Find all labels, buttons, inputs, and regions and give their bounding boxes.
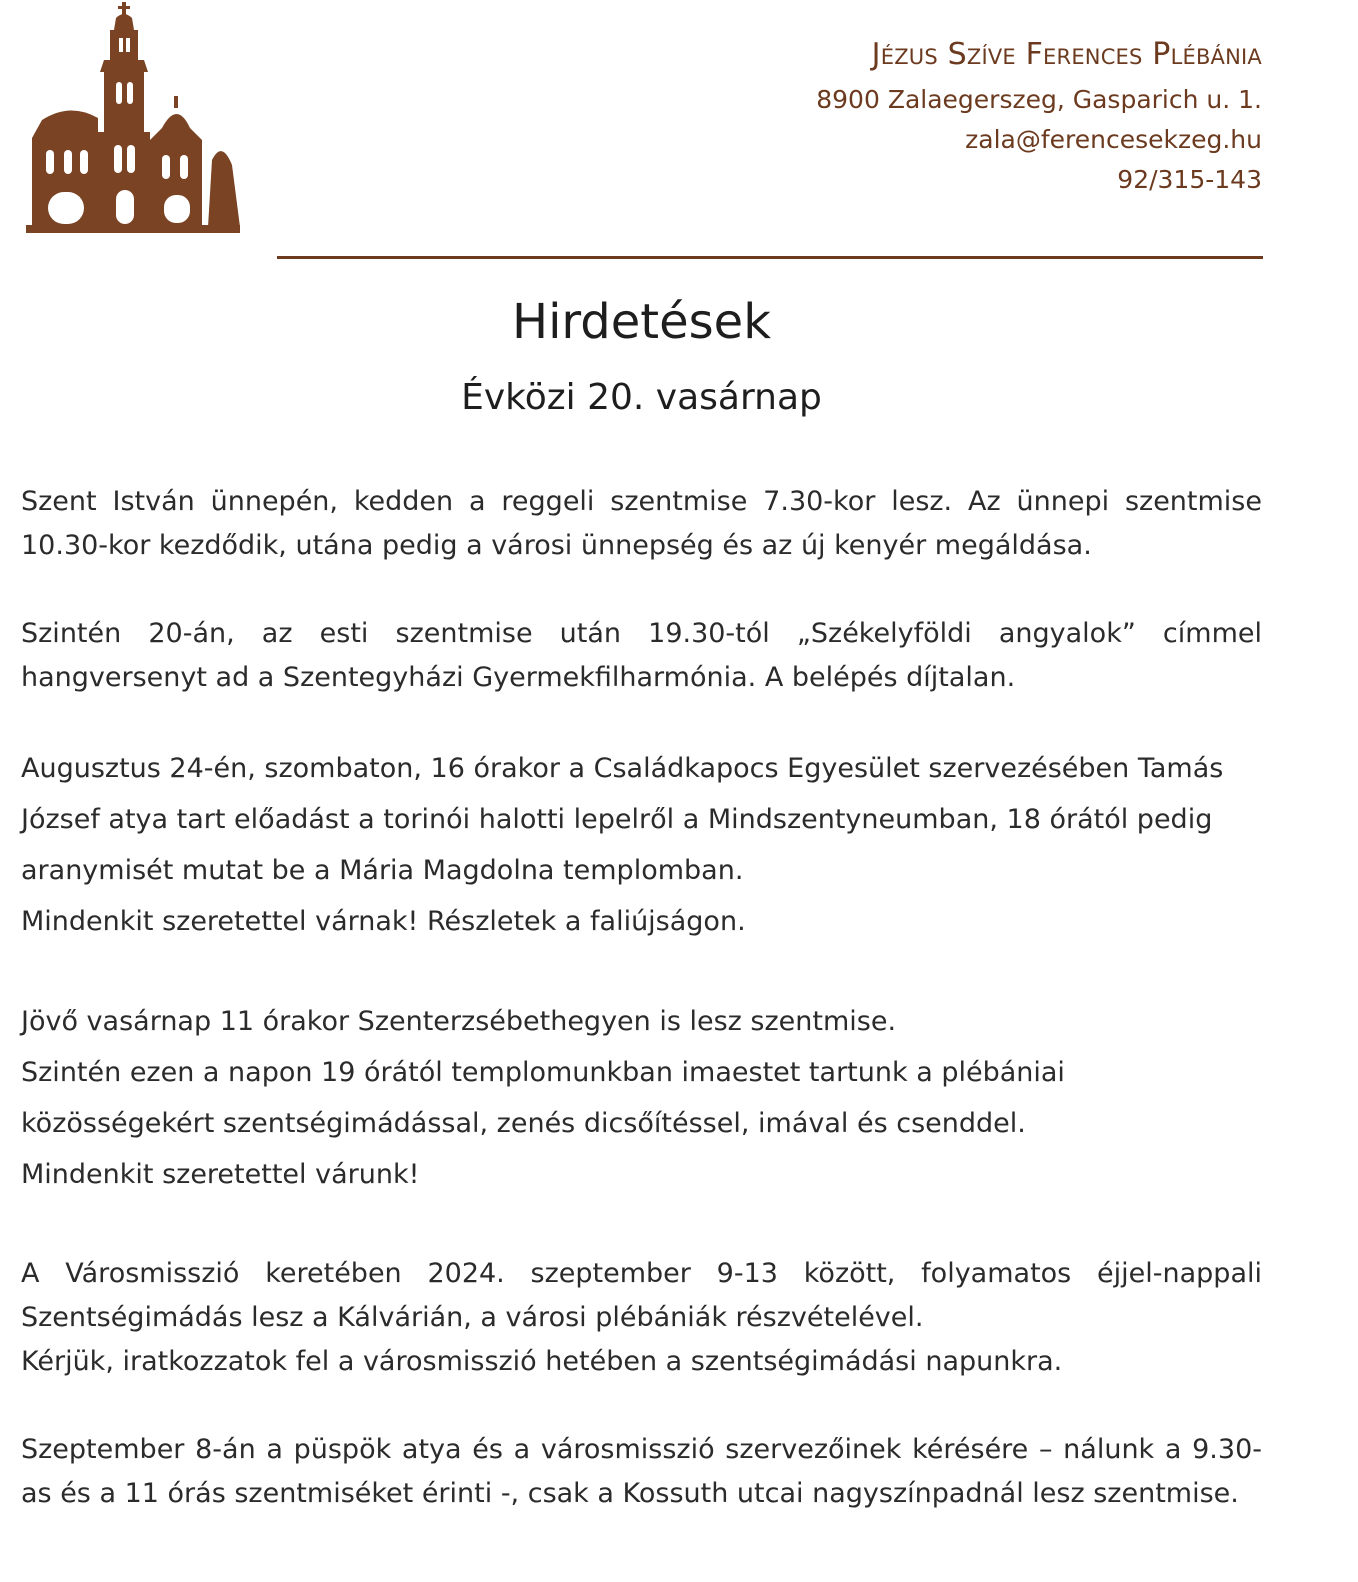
announcement-5 [21, 1252, 1262, 1384]
announcement-line: Jövő vasárnap 11 órakor Szenterzsébethegyen is lesz szentmise. [21, 1006, 897, 1037]
announcement-line: Mindenkit szeretettel várunk! [21, 1159, 420, 1190]
announcement-line: Szintén ezen a napon 19 órától templomunkban imaestet tartunk a plébániai [21, 1057, 1065, 1088]
parish-name: Jézus Szíve Ferences Plébánia [871, 37, 1262, 72]
announcement-line: Szeptember 8-án a püspök atya és a városmisszió szervezőinek kérésére – nálunk a 9.30-as és a 11 órás szentmiséket érinti -, csak a Kossuth utcai nagyszínpadnál lesz szentmise. [21, 1434, 1262, 1509]
parish-address: 8900 Zalaegerszeg, Gasparich u. 1. [816, 85, 1262, 114]
page-subtitle: Évközi 20. vasárnap [461, 377, 822, 418]
announcement-6 [21, 1428, 1262, 1516]
announcement-3 [21, 743, 1262, 947]
announcement-line: Szent István ünnepén, kedden a reggeli szentmise 7.30-kor lesz. Az ünnepi szentmise 10.30-kor kezdődik, utána pedig a városi ünnepség és az új kenyér megáldása. [21, 486, 1262, 561]
header-divider [277, 256, 1263, 259]
announcement-line: József atya tart előadást a torinói halotti lepelről a Mindszentyneumban, 18 órától pedig [21, 804, 1213, 835]
announcement-line: közösségekért szentségimádással, zenés dicsőítéssel, imával és csenddel. [21, 1108, 1026, 1139]
announcement-2 [21, 612, 1262, 700]
announcement-line: Szintén 20-án, az esti szentmise után 19.30-tól „Székelyföldi angyalok” címmel hangversenyt ad a Szentegyházi Gyermekfilharmónia. A belépés díjtalan. [21, 618, 1262, 693]
page-title: Hirdetések [511, 294, 771, 350]
announcement-line: aranymisét mutat be a Mária Magdolna templomban. [21, 855, 744, 886]
parish-phone: 92/315-143 [1117, 165, 1262, 194]
announcement-line: Kérjük, iratkozzatok fel a városmisszió hetében a szentségimádási napunkra. [21, 1346, 1063, 1377]
announcement-line: A Városmisszió keretében 2024. szeptember 9-13 között, folyamatos éjjel-nappali Szentségimádás lesz a Kálvárián, a városi plébániák részvételével. [21, 1258, 1262, 1333]
announcement-line: Mindenkit szeretettel várnak! Részletek a faliújságon. [21, 906, 746, 937]
church-tower-icon [12, 0, 244, 240]
announcement-4 [21, 996, 1262, 1200]
announcement-1 [21, 480, 1262, 568]
announcement-line: Augusztus 24-én, szombaton, 16 órakor a Családkapocs Egyesület szervezésében Tamás [21, 753, 1224, 784]
parish-header [816, 30, 1262, 200]
parish-email: zala@ferencesekzeg.hu [965, 125, 1262, 154]
